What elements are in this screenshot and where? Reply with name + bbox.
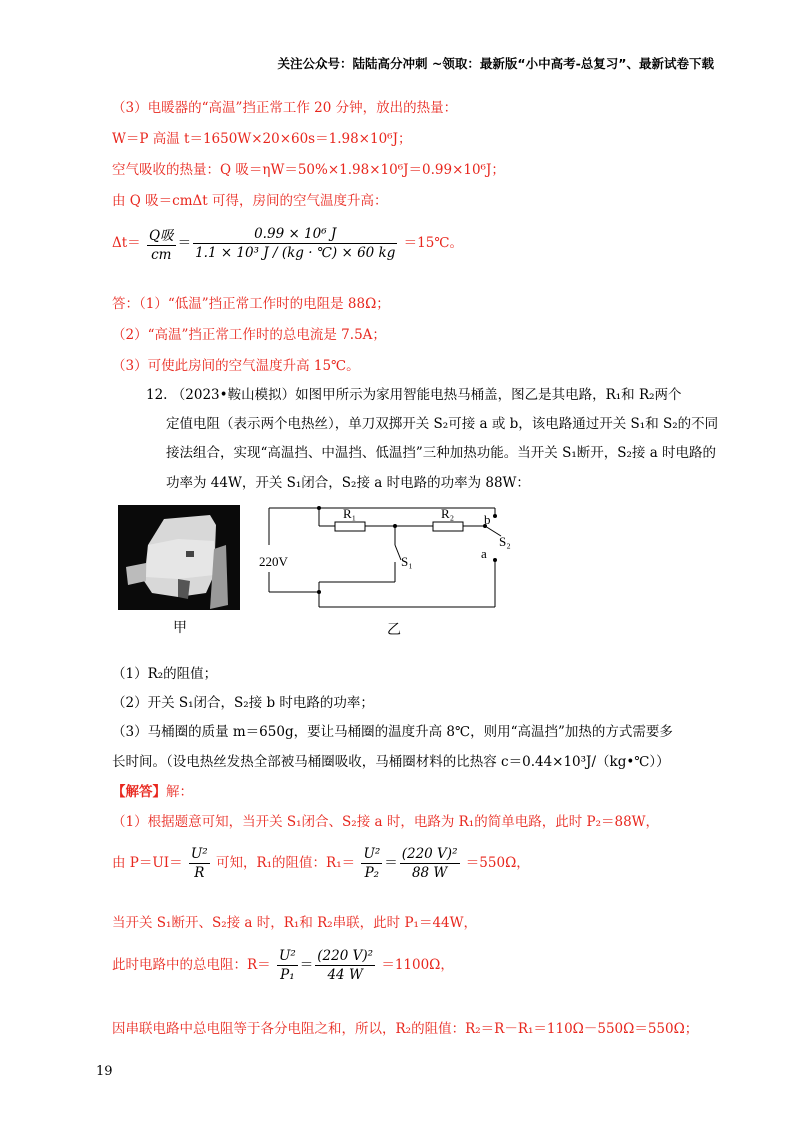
- r1-label: R₁: [343, 506, 357, 521]
- numerator: (220 V)²: [401, 846, 458, 862]
- answer-tag: 【解答】: [112, 784, 166, 800]
- subquestion-line: 长时间。（设电热丝发热全部被马桶圈吸收，马桶圈材料的比热容 c＝0.44×10³J/（kg•℃））: [112, 754, 670, 770]
- page-number: 19: [96, 1064, 113, 1079]
- fraction: [189, 846, 210, 881]
- answer-line: （1）根据题意可知，当开关 S₁闭合、S₂接 a 时，电路为 R₁的简单电路，此时 P₂＝88W，: [112, 814, 660, 830]
- fraction: [315, 948, 375, 983]
- text-line: （3）可使此房间的空气温度升高 15℃。: [112, 358, 360, 374]
- subquestion-line: （1）R₂的阻值；: [112, 666, 218, 682]
- formula-text: ＝15℃。: [403, 235, 463, 251]
- question-line: 接法组合，实现“高温挡、中温挡、低温挡”三种加热功能。当开关 S₁断开，S₂接 a 时电路的: [166, 445, 717, 461]
- formula-text: Δt＝: [112, 235, 141, 251]
- answer-heading: [112, 780, 193, 800]
- formula-text: 由 P＝UI＝: [112, 855, 183, 871]
- denominator: cm: [151, 247, 172, 263]
- question-line: 定值电阻（表示两个电热丝），单刀双掷开关 S₂可接 a 或 b，该电路通过开关 S₁和 S₂的不同: [166, 416, 719, 432]
- fraction: [193, 226, 397, 261]
- formula-text: ＝550Ω，: [465, 855, 530, 871]
- figure-caption-a: 甲: [173, 620, 187, 636]
- subquestion-line: （3）马桶圈的质量 m＝650g，要让马桶圈的温度升高 8℃，则用“高温挡”加热的方式需要多: [112, 724, 673, 740]
- text-line: 答：（1）“低温”挡正常工作时的电阻是 88Ω；: [112, 296, 390, 312]
- fraction: [400, 846, 460, 881]
- formula-line: [112, 846, 530, 881]
- denominator: 88 W: [411, 865, 448, 881]
- terminal-a-label: a: [481, 546, 487, 561]
- subquestion-line: （2）开关 S₁闭合，S₂接 b 时电路的功率；: [112, 695, 374, 711]
- question-line: 12. （2023•鞍山模拟）如图甲所示为家用智能电热马桶盖，图乙是其电路，R₁和 R₂两个: [146, 387, 682, 403]
- equals-sign: ＝: [384, 855, 398, 871]
- denominator: P₂: [364, 865, 380, 881]
- numerator: (220 V)²: [317, 948, 374, 964]
- toilet-seat-photo: [118, 505, 240, 610]
- answer-line: 当开关 S₁断开、S₂接 a 时，R₁和 R₂串联，此时 P₁＝44W，: [112, 915, 478, 931]
- denominator: P₁: [280, 967, 295, 983]
- toilet-illustration: [118, 505, 240, 610]
- numerator: U²: [278, 948, 296, 964]
- formula-text: ＝1100Ω，: [381, 957, 454, 973]
- text-line: （2）“高温”挡正常工作时的总电流是 7.5A；: [112, 327, 386, 343]
- text-line: W＝P 高温 t＝1650W×20×60s＝1.98×10⁶J；: [112, 131, 412, 147]
- denominator: R: [194, 865, 205, 881]
- denominator: 44 W: [327, 967, 363, 983]
- text-line: 空气吸收的热量：Q 吸＝ηW＝50%×1.98×10⁶J＝0.99×10⁶J；: [112, 162, 505, 178]
- circuit-diagram: [255, 500, 525, 615]
- numerator: 0.99 × 10⁶ J: [193, 226, 397, 244]
- figure-caption-b: 乙: [387, 622, 401, 638]
- answer-tag-text: 解：: [166, 784, 193, 800]
- formula-line: Δt＝ $\frac{\text{Q吸}}{cm}$ ＝ $\frac{\text{0.99 × 10⁶ J}}{\text{1.1 × 10³ J / (kg · ℃) × 60 kg}}$ ＝15℃。: [112, 226, 463, 263]
- page-header: 关注公众号：陆陆高分冲刺 ~领取：最新版“小中高考-总复习”、最新试卷下载: [277, 56, 714, 71]
- equals-sign: ＝: [299, 957, 314, 973]
- formula-line: [112, 948, 454, 983]
- numerator: U²: [190, 846, 208, 862]
- s1-label: S₁: [401, 554, 413, 569]
- s2-label: S₂: [499, 534, 511, 549]
- voltage-label: 220V: [259, 554, 288, 569]
- fraction: [361, 846, 382, 881]
- numerator: U²: [363, 846, 381, 862]
- fraction: [277, 948, 298, 983]
- denominator: 1.1 × 10³ J / (kg · ℃) × 60 kg: [195, 245, 396, 261]
- text-line: 由 Q 吸＝cmΔt 可得，房间的空气温度升高：: [112, 193, 388, 209]
- terminal-b-label: b: [484, 512, 491, 527]
- text-line: （3）电暖器的“高温”挡正常工作 20 分钟，放出的热量：: [112, 100, 458, 116]
- numerator: Q吸: [147, 224, 176, 246]
- question-line: 功率为 44W，开关 S₁闭合，S₂接 a 时电路的功率为 88W：: [166, 475, 530, 491]
- answer-line: 因串联电路中总电阻等于各分电阻之和，所以，R₂的阻值：R₂＝R－R₁＝110Ω－550Ω＝550Ω；: [112, 1021, 699, 1037]
- formula-text: 可知，R₁的阻值：R₁＝: [215, 855, 356, 871]
- fraction: [147, 224, 176, 263]
- r2-label: R₂: [441, 506, 455, 521]
- formula-text: 此时电路中的总电阻：R＝: [112, 957, 271, 973]
